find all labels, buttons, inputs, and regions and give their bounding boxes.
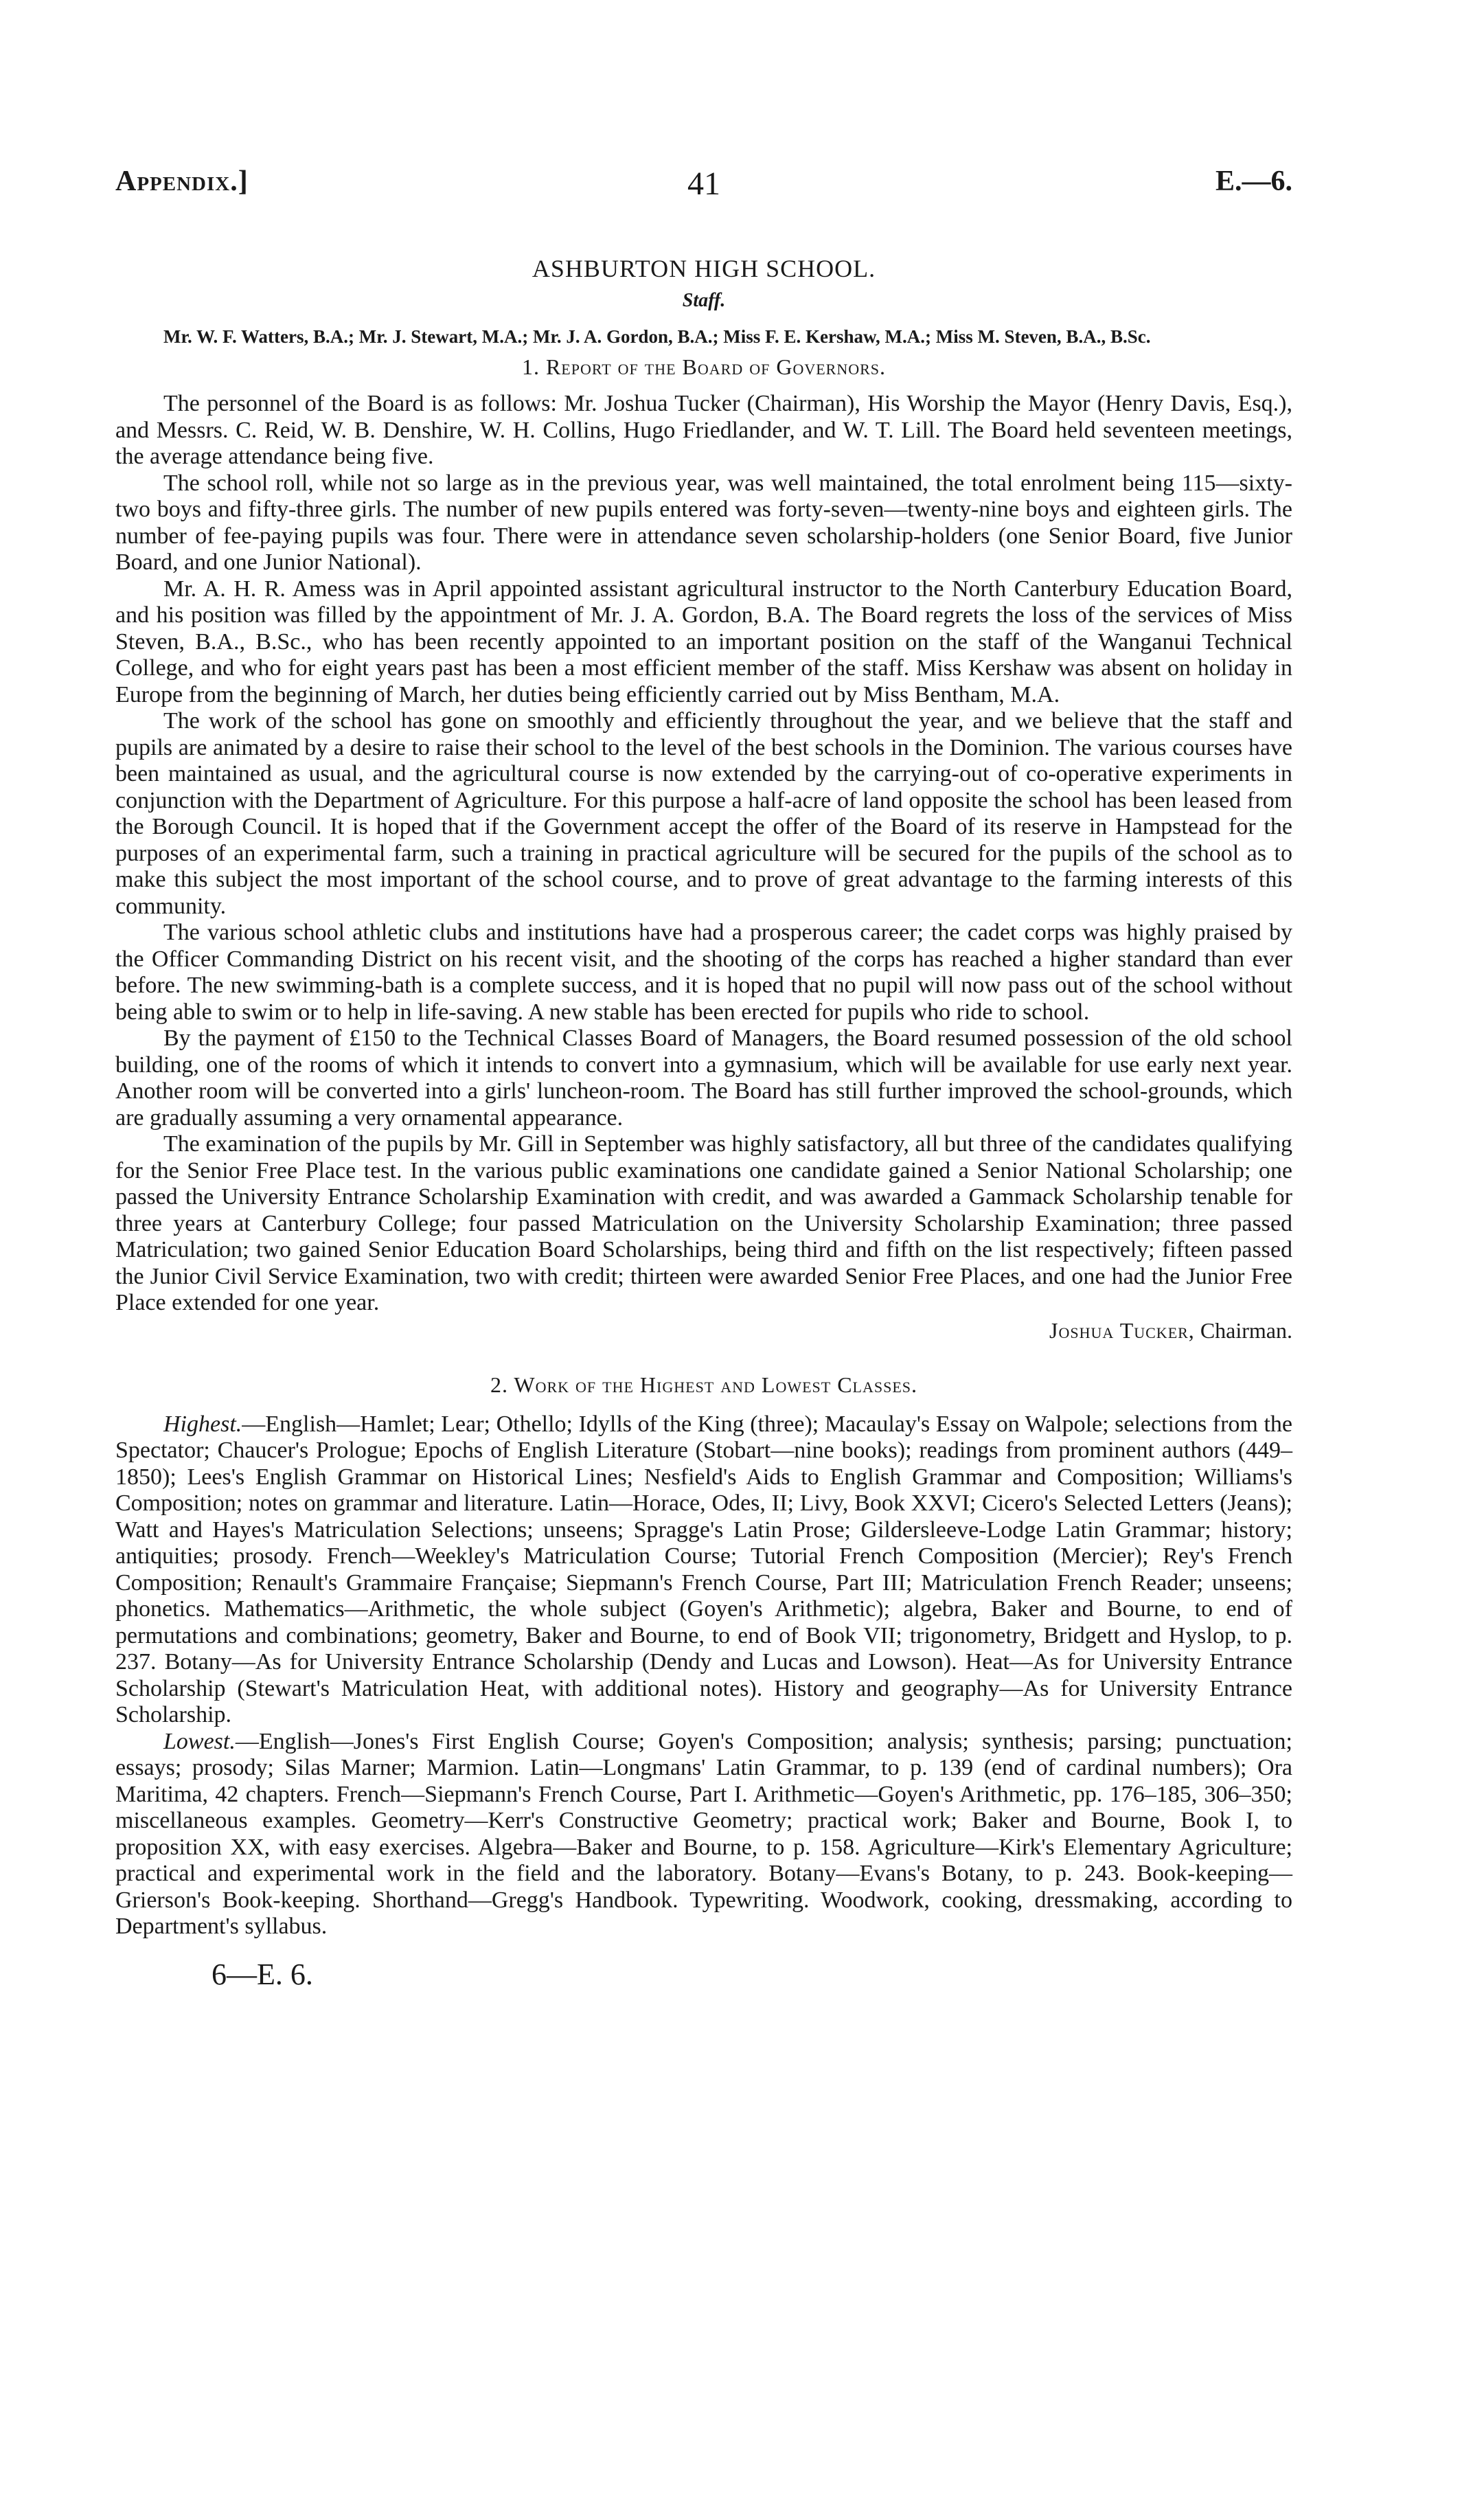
staff-list: Mr. W. F. Watters, B.A.; Mr. J. Stewart, M.A.; Mr. J. A. Gordon, B.A.; Miss F. E. Kershaw, M.A.; Miss M. Steven, B.A., B.Sc. xyxy=(163,326,1151,347)
lowest-label: Lowest. xyxy=(163,1728,236,1754)
report-paragraph-examinations: The examination of the pupils by Mr. Gill in September was highly satisfactory, all but three of the candidates qualifying for the Senior Free Place test. In the various public examinations one candidate gained a Senior National Scholarship; one passed the University Entrance Scholarship Examination with credit, and was awarded a Gammack Scholarship tenable for three years at Canterbury College; four passed Matriculation on the University Scholarship Examination; three passed Matriculation; two gained Senior Education Board Scholarships, being third and fifth on the list respectively; fifteen passed the Junior Civil Service Examination, two with credit; thirteen were awarded Senior Free Places, and one had the Junior Free Place extended for one year. xyxy=(115,1131,1292,1315)
school-title: ASHBURTON HIGH SCHOOL. xyxy=(532,255,876,282)
lowest-class-paragraph xyxy=(115,1729,1292,1940)
document-page xyxy=(115,165,1292,1992)
page-number: 41 xyxy=(687,166,720,202)
document-reference: E.—6. xyxy=(1215,166,1292,197)
signature-name: Joshua Tucker, xyxy=(1049,1317,1195,1343)
report-paragraph-roll: The school roll, while not so large as in the previous year, was well maintained, the total enrolment being 115—sixty-two boys and fifty-three girls. The number of new pupils entered was forty-seven—twenty-nine boys and eighteen girls. The number of fee-paying pupils was four. There were in attendance seven scholarship-holders (one Senior Board, five Junior Board, and one Junior National). xyxy=(115,470,1292,575)
chairman-signature xyxy=(115,1318,1292,1343)
board-report-heading: 1. Report of the Board of Governors. xyxy=(521,354,887,379)
running-head-appendix: Appendix.] xyxy=(115,166,249,197)
report-paragraph-staff-changes: Mr. A. H. R. Amess was in April appointed assistant agricultural instructor to the North Canterbury Education Board, and his position was filled by the appointment of Mr. J. A. Gordon, B.A. The Board regrets the loss of the services of Miss Steven, B.A., B.Sc., who has been recently appointed to an important position on the staff of the Wanganui Technical College, and who for eight years past has been a most efficient member of the staff. Miss Kershaw was absent on holiday in Europe from the beginning of March, her duties being efficiently carried out by Miss Bentham, M.A. xyxy=(115,576,1292,707)
highest-text: —English—Hamlet; Lear; Othello; Idylls of the King (three); Macaulay's Essay on Walpole; selections from the Spectator; Chaucer's Prologue; Epochs of English Literature (Stobart—nine books); readings from prominent authors (449–1850); Lees's English Grammar on Historical Lines; Nesfield's Aids to English Grammar and Composition; Williams's Composition; notes on grammar and literature. Latin—Horace, Odes, II; Livy, Book XXVI; Cicero's Selected Letters (Jeans); Watt and Hayes's Matriculation Selections; unseens; Spragge's Latin Prose; Gildersleeve-Lodge Latin Grammar; history; antiquities; prosody. French—Weekley's Matriculation Course; Tutorial French Composition (Mercier); Rey's French Composition; Renault's Grammaire Française; Siepmann's French Course, Part III; Matriculation French Reader; unseens; phonetics. Mathematics—Arithmetic, the whole subject (Goyen's Arithmetic); algebra, Baker and Bourne, to end of permutations and combinations; geometry, Baker and Bourne, to end of Book VII; trigonometry, Bridgett and Hyslop, to p. 237. Botany—As for University Entrance Scholarship (Dendy and Lucas and Lowson). Heat—As for University Entrance Scholarship (Stewart's Matriculation Heat, with additional notes). History and geography—As for University Entrance Scholarship. xyxy=(115,1411,1292,1727)
signature-title: Chairman. xyxy=(1200,1317,1292,1343)
report-paragraph-building: By the payment of £150 to the Technical Classes Board of Managers, the Board resumed possession of the old school building, one of the rooms of which it intends to convert into a gymnasium, which will be available for use early next year. Another room will be converted into a girls' luncheon-room. The Board has still further improved the school-grounds, which are gradually assuming a very ornamental appearance. xyxy=(115,1025,1292,1131)
running-head xyxy=(115,165,1292,206)
staff-heading: Staff. xyxy=(682,290,726,311)
report-paragraph-work: The work of the school has gone on smoothly and efficiently throughout the year, and we believe that the staff and pupils are animated by a desire to raise their school to the level of the best schools in the Dominion. The various courses have been maintained as usual, and the agricultural course is now extended by the carrying-out of co-operative experiments in conjunction with the Department of Agriculture. For this purpose a half-acre of land opposite the school has been leased from the Borough Council. It is hoped that if the Government accept the offer of the Board of its reserve in Hampstead for the purposes of an experimental farm, such a training in practical agriculture will be secured for the pupils of the school as to make this subject the most important of the school course, and to prove of great advantage to the farming interests of this community. xyxy=(115,708,1292,919)
report-paragraph-personnel: The personnel of the Board is as follows: Mr. Joshua Tucker (Chairman), His Worship the Mayor (Henry Davis, Esq.), and Messrs. C. Reid, W. B. Denshire, W. H. Collins, Hugo Friedlander, and W. T. Lill. The Board held seventeen meetings, the average attendance being five. xyxy=(115,391,1292,469)
classes-work-heading: 2. Work of the Highest and Lowest Classes. xyxy=(490,1372,918,1397)
highest-label: Highest. xyxy=(163,1411,242,1437)
lowest-text: —English—Jones's First English Course; Goyen's Composition; analysis; synthesis; parsing; punctuation; essays; prosody; Silas Marner; Marmion. Latin—Longmans' Latin Grammar, to p. 139 (end of cardinal numbers); Ora Maritima, 42 chapters. French—Siepmann's French Course, Part I. Arithmetic—Goyen's Arithmetic, pp. 176–185, 306–350; miscellaneous examples. Geometry—Kerr's Constructive Geometry; practical work; Baker and Bourne, Book I, to proposition XX, with easy exercises. Algebra—Baker and Bourne, to p. 158. Agriculture—Kirk's Elementary Agriculture; practical and experimental work in the field and the laboratory. Botany—Evans's Botany, to p. 243. Book-keeping—Grierson's Book-keeping. Shorthand—Gregg's Handbook. Typewriting. Woodwork, cooking, dressmaking, according to Department's syllabus. xyxy=(115,1728,1292,1939)
report-paragraph-athletics: The various school athletic clubs and institutions have had a prosperous career; the cadet corps was highly praised by the Officer Commanding District on his recent visit, and the shooting of the corps has reached a higher standard than ever before. The new swimming-bath is a complete success, and it is hoped that no pupil will now pass out of the school without being able to swim or to help in life-saving. A new stable has been erected for pupils who ride to school. xyxy=(115,920,1292,1025)
highest-class-paragraph xyxy=(115,1411,1292,1729)
signature-mark: 6—E. 6. xyxy=(212,1957,313,1991)
